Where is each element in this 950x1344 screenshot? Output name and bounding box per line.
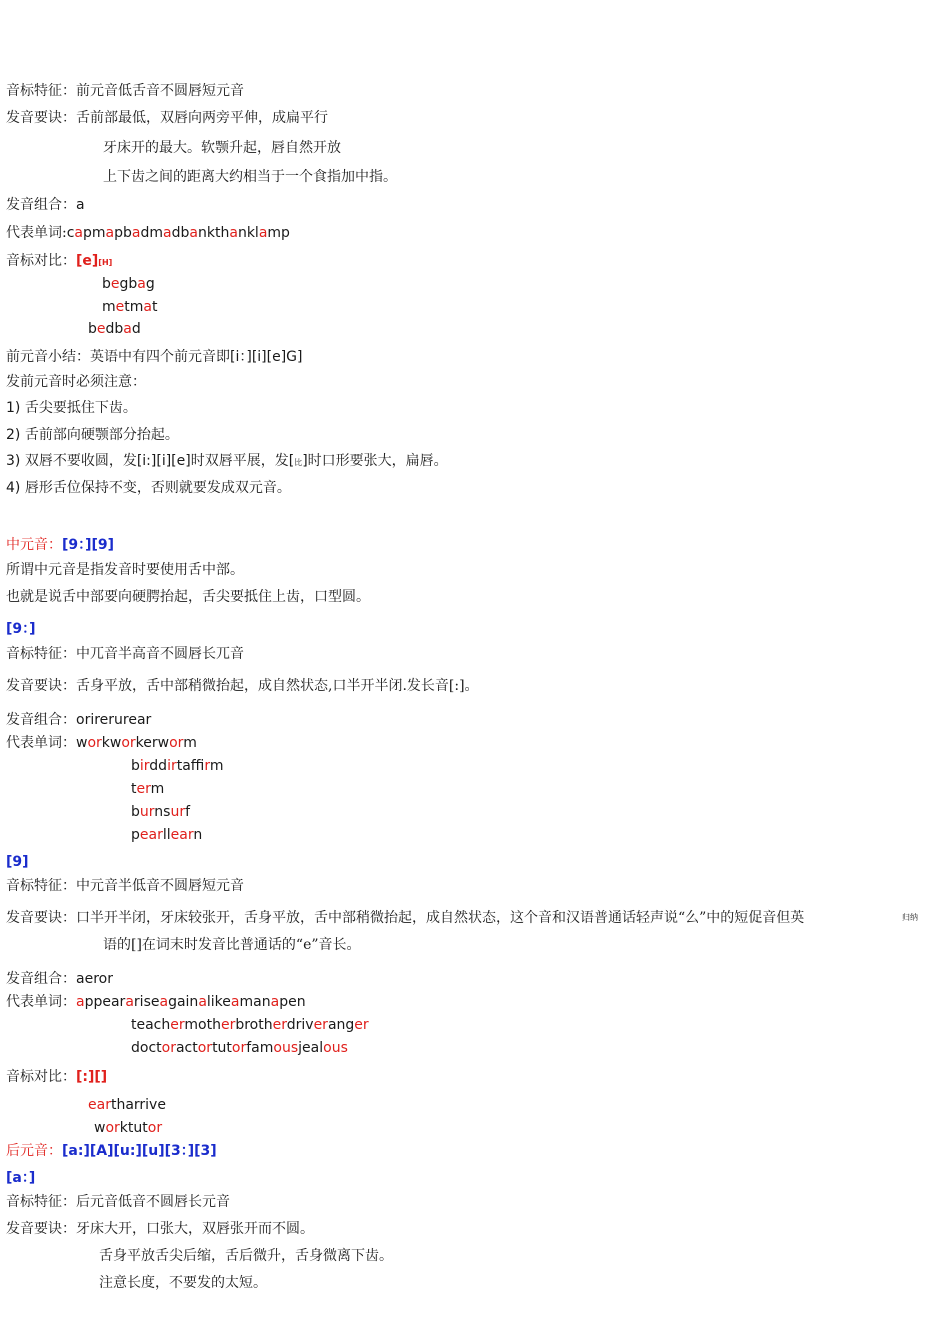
text-segment: er xyxy=(136,781,151,797)
text-segment: b xyxy=(88,321,97,337)
text-segment: f xyxy=(185,804,191,820)
text-line xyxy=(6,1193,230,1211)
text-segment: m xyxy=(102,299,116,315)
text-segment: 舌身平放舌尖后缩，舌后微升，舌身微离下齿。 xyxy=(99,1248,393,1264)
text-segment: 舌前部向硬颚部分抬起。 xyxy=(20,427,179,443)
text-segment: pen xyxy=(279,994,306,1010)
text-segment: driv xyxy=(286,1017,314,1033)
text-segment: tut xyxy=(212,1040,232,1056)
text-segment: 音标对比： xyxy=(6,1069,76,1085)
text-segment: 后元音： xyxy=(6,1143,62,1159)
text-segment: e xyxy=(115,299,125,315)
text-line xyxy=(88,1096,166,1114)
text-segment: kerw xyxy=(135,735,170,751)
text-line xyxy=(6,645,244,663)
text-segment: b xyxy=(102,276,111,292)
text-line xyxy=(6,909,804,927)
text-segment: t xyxy=(152,299,158,315)
text-segment: kw xyxy=(101,735,122,751)
text-line xyxy=(6,348,302,366)
text-segment: a xyxy=(230,994,240,1010)
text-line xyxy=(103,168,397,186)
text-segment: 发音组合： xyxy=(6,971,76,987)
text-segment: ppear xyxy=(84,994,126,1010)
text-segment: 注意长度，不要发的太短。 xyxy=(99,1275,267,1291)
text-line xyxy=(6,479,291,497)
text-segment: 上下齿之间的距离大约相当于一个食指加中指。 xyxy=(103,169,397,185)
text-segment: a xyxy=(76,197,85,213)
text-segment: [9：][9] xyxy=(62,537,115,553)
text-line xyxy=(6,677,479,695)
text-segment: jeal xyxy=(298,1040,324,1056)
text-segment: ous xyxy=(273,1040,299,1056)
text-segment: 发音组合： xyxy=(6,712,76,728)
text-segment: ear xyxy=(170,827,194,843)
text-line xyxy=(6,734,197,752)
text-line xyxy=(102,275,155,293)
text-line xyxy=(103,139,341,157)
text-line xyxy=(6,993,306,1011)
text-line xyxy=(102,298,158,316)
text-segment: 比 xyxy=(294,458,303,467)
text-segment: doct xyxy=(131,1040,162,1056)
text-line xyxy=(131,780,164,798)
text-segment: 1) xyxy=(6,400,21,416)
text-line xyxy=(6,426,179,444)
text-segment: like xyxy=(206,994,231,1010)
text-segment: er xyxy=(170,1017,185,1033)
text-segment: 前元音小结：英语中有四个前元音即 xyxy=(6,349,230,365)
text-segment: nkth xyxy=(198,225,230,241)
text-segment: gain xyxy=(168,994,199,1010)
text-segment: w xyxy=(94,1120,106,1136)
text-segment: er xyxy=(220,1017,236,1033)
text-segment: man xyxy=(239,994,271,1010)
text-segment: 2) xyxy=(6,427,21,443)
text-segment: rise xyxy=(133,994,160,1010)
text-segment: b xyxy=(131,804,140,820)
text-line xyxy=(6,1068,107,1086)
text-segment: 发音要诀：舌身平放，舌中部稍微抬起，成自然状态,口半开半闭.发长音[:]。 xyxy=(6,678,479,694)
text-line xyxy=(6,1142,217,1160)
text-segment: 唇形舌位保持不变，否则就要发成双元音。 xyxy=(20,480,291,496)
text-segment: a xyxy=(163,225,172,241)
text-segment: er xyxy=(272,1017,287,1033)
text-segment: a xyxy=(189,225,199,241)
text-segment: ear xyxy=(88,1097,111,1113)
text-line xyxy=(6,224,290,242)
text-line xyxy=(6,82,244,100)
text-line xyxy=(6,853,29,871)
text-segment: 4) xyxy=(6,480,21,496)
text-segment: or xyxy=(169,735,184,751)
text-segment: ir xyxy=(167,758,177,774)
text-segment: act xyxy=(175,1040,198,1056)
text-segment: taff xyxy=(176,758,205,774)
text-line xyxy=(6,536,114,554)
text-segment: 音标对比： xyxy=(6,253,76,269)
text-segment: ang xyxy=(327,1017,355,1033)
text-line xyxy=(6,877,244,895)
text-segment: or xyxy=(87,735,102,751)
text-line xyxy=(6,620,36,638)
text-segment: [i:][i][e] xyxy=(136,453,191,469)
text-segment: teach xyxy=(131,1017,171,1033)
text-segment: [H] xyxy=(98,258,113,267)
text-segment: ur xyxy=(170,804,186,820)
text-segment: dm xyxy=(140,225,164,241)
text-segment: ear xyxy=(139,827,163,843)
text-segment: [a:][A][u:][u][3：][3] xyxy=(62,1143,217,1159)
text-segment: or xyxy=(121,735,136,751)
text-segment: moth xyxy=(184,1017,221,1033)
text-segment: a xyxy=(123,321,132,337)
text-segment: 发音要诀：牙床大开，口张大，双唇张开而不圆。 xyxy=(6,1221,314,1237)
text-segment: [9：] xyxy=(6,621,36,637)
text-segment: a xyxy=(270,994,280,1010)
text-segment: m xyxy=(183,735,197,751)
text-segment: 音标特征：中元音半低音不圆唇短元音 xyxy=(6,878,244,894)
text-line xyxy=(6,561,244,579)
text-line xyxy=(6,970,113,988)
text-segment: 发音要诀：舌前部最低，双唇向两旁平伸，成扁平行 xyxy=(6,110,328,126)
text-line xyxy=(131,803,190,821)
text-segment: pb xyxy=(114,225,132,241)
text-segment: a xyxy=(76,994,85,1010)
text-segment: 代表单词： xyxy=(6,994,76,1010)
text-segment: a xyxy=(159,994,169,1010)
text-segment: a xyxy=(258,225,268,241)
text-line xyxy=(902,907,918,927)
text-line xyxy=(6,399,137,417)
text-segment: [ xyxy=(288,453,295,469)
text-segment: [i：][i][e]G] xyxy=(230,349,303,365)
text-segment: or xyxy=(147,1120,163,1136)
text-segment: ns xyxy=(154,804,171,820)
text-line xyxy=(103,936,361,954)
text-segment: n xyxy=(193,827,203,843)
text-segment: ir xyxy=(139,758,150,774)
text-line xyxy=(6,711,151,729)
text-line xyxy=(6,452,448,472)
text-segment: 中元音： xyxy=(6,537,62,553)
text-segment: db xyxy=(105,321,124,337)
text-segment: or xyxy=(231,1040,247,1056)
text-line xyxy=(6,588,370,606)
text-line xyxy=(99,1247,393,1265)
text-segment: w xyxy=(76,735,88,751)
text-segment: 语的[]在词末时发音比普通话的“e”音长。 xyxy=(103,937,361,953)
text-segment: or xyxy=(105,1120,120,1136)
text-line xyxy=(131,826,202,844)
text-segment: 发前元音时必须注意： xyxy=(6,374,146,390)
text-segment: dd xyxy=(149,758,168,774)
text-segment: 牙床开的最大。软颚升起，唇自然开放 xyxy=(103,140,341,156)
text-segment: gb xyxy=(119,276,138,292)
text-segment: [9] xyxy=(6,854,29,870)
text-segment: c xyxy=(66,225,75,241)
text-line xyxy=(6,196,85,214)
text-segment: er xyxy=(354,1017,369,1033)
text-segment: m xyxy=(209,758,224,774)
text-segment: tm xyxy=(124,299,144,315)
text-segment: a xyxy=(229,225,238,241)
text-segment: a xyxy=(137,276,146,292)
text-segment: g xyxy=(145,276,155,292)
text-segment: ] xyxy=(302,453,308,469)
text-segment: a xyxy=(125,994,134,1010)
text-segment: 时双唇平展，发 xyxy=(190,453,289,469)
text-segment: 音标特征：中兀音半高音不圆唇长兀音 xyxy=(6,646,244,662)
text-segment: b xyxy=(131,758,140,774)
text-line xyxy=(131,757,224,775)
text-segment: a xyxy=(198,994,207,1010)
text-segment: [e] xyxy=(76,253,99,269)
text-segment: 发音组合： xyxy=(6,197,76,213)
text-segment: db xyxy=(171,225,190,241)
text-segment: pm xyxy=(83,225,106,241)
text-segment: 归纳 xyxy=(902,913,918,922)
text-segment: ous xyxy=(323,1040,348,1056)
text-segment: mp xyxy=(267,225,290,241)
text-segment: a xyxy=(131,225,141,241)
text-segment: er xyxy=(313,1017,328,1033)
text-segment: p xyxy=(131,827,140,843)
text-segment: 所谓中元音是指发音时要使用舌中部。 xyxy=(6,562,244,578)
text-line xyxy=(99,1274,267,1292)
text-line xyxy=(6,1220,314,1238)
text-segment: ir xyxy=(204,758,210,774)
text-segment: e xyxy=(96,321,106,337)
text-segment: 时口形要张大，扁唇。 xyxy=(307,453,448,469)
text-segment: [:][] xyxy=(76,1069,108,1085)
text-line xyxy=(6,109,328,127)
text-segment: m xyxy=(150,781,165,797)
text-segment: [a：] xyxy=(6,1170,36,1186)
text-segment: 音标特征：后元音低音不圆唇长元音 xyxy=(6,1194,230,1210)
text-segment: 代表单词: xyxy=(6,225,67,241)
text-segment: ur xyxy=(139,804,155,820)
text-segment: or xyxy=(197,1040,213,1056)
text-segment: fam xyxy=(246,1040,274,1056)
text-segment: broth xyxy=(235,1017,273,1033)
text-line xyxy=(6,373,146,391)
text-segment: a xyxy=(74,225,84,241)
text-segment: nkl xyxy=(237,225,259,241)
text-segment: or xyxy=(161,1040,176,1056)
text-segment: orirerurear xyxy=(76,712,152,728)
text-line xyxy=(6,252,112,272)
text-segment: e xyxy=(110,276,120,292)
text-segment: a xyxy=(105,225,115,241)
text-line xyxy=(94,1119,162,1137)
text-segment: d xyxy=(131,321,141,337)
text-segment: 双唇不要收圆，发 xyxy=(20,453,137,469)
text-segment: aeror xyxy=(76,971,113,987)
text-segment: ktut xyxy=(119,1120,148,1136)
text-segment: 3) xyxy=(6,453,21,469)
text-segment: 代表单词： xyxy=(6,735,76,751)
text-segment: tharrive xyxy=(110,1097,166,1113)
text-segment: 发音要诀：口半开半闭，牙床较张开，舌身平放，舌中部稍微抬起，成自然状态，这个音和汉语普通话轻声说“么”中的短促音但英 xyxy=(6,910,805,926)
text-segment: ll xyxy=(162,827,171,843)
text-line xyxy=(88,320,141,338)
text-segment: t xyxy=(131,781,137,797)
text-line xyxy=(131,1016,369,1034)
text-line xyxy=(131,1039,348,1057)
text-segment: 音标特征：前元音低舌音不圆唇短元音 xyxy=(6,83,244,99)
text-segment: 舌尖要抵住下齿。 xyxy=(20,400,137,416)
text-segment: a xyxy=(143,299,152,315)
text-segment: 也就是说舌中部要向硬腭抬起，舌尖要抵住上齿，口型圆。 xyxy=(6,589,370,605)
text-line xyxy=(6,1169,35,1187)
